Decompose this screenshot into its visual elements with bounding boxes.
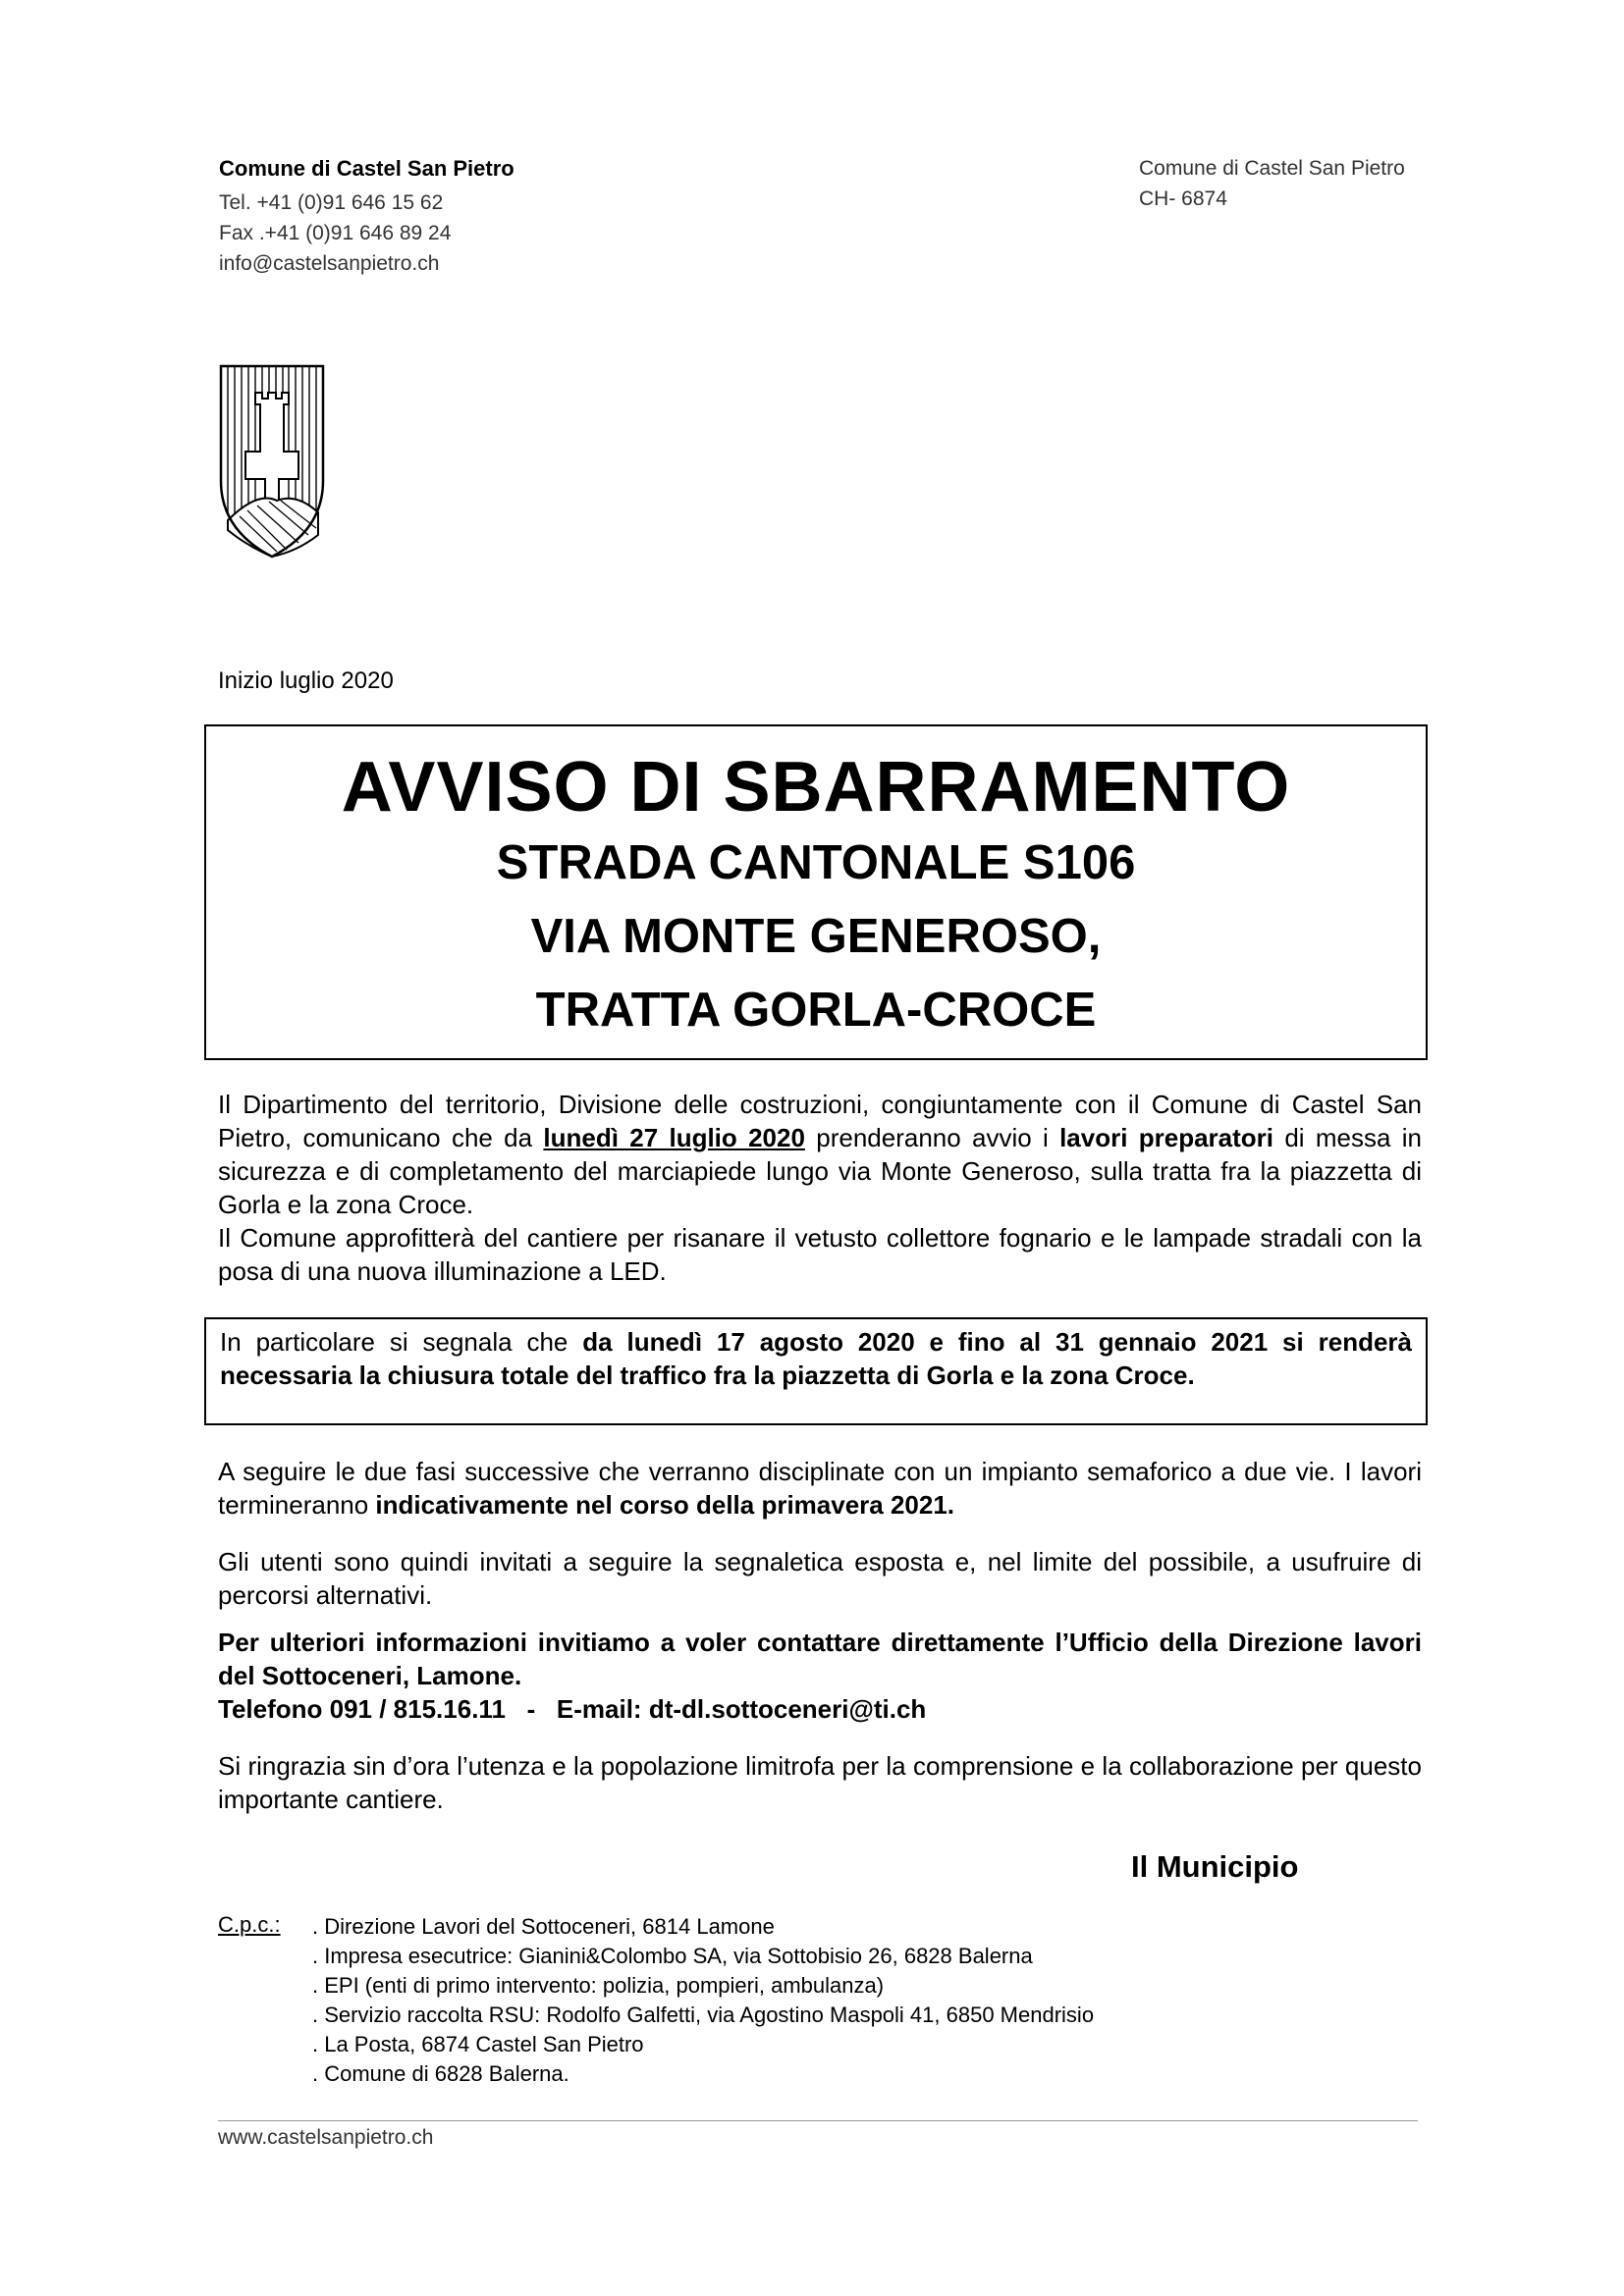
cpc-item: . Direzione Lavori del Sottoceneri, 6814 Lamone xyxy=(312,1914,775,1939)
fax: Fax .+41 (0)91 646 89 24 xyxy=(219,222,452,244)
closure-notice-box: In particolare si segnala che da lunedì 17 agosto 2020 e fino al 31 gennaio 2021 si renderà necessaria la chiusura totale del traffico fra la piazzetta di Gorla e la zona Croce. xyxy=(204,1317,1428,1425)
address-line-2: CH- 6874 xyxy=(1139,187,1227,210)
address-line-1: Comune di Castel San Pietro xyxy=(1139,157,1405,180)
cpc-item: . Impresa esecutrice: Gianini&Colombo SA, via Sottobisio 26, 6828 Balerna xyxy=(312,1944,1033,1968)
coat-of-arms-logo xyxy=(218,363,326,560)
intro-paragraph: Il Dipartimento del territorio, Divisione delle costruzioni, congiuntamente con il Comune di Castel San Pietro, comunicano che da lunedì 27 luglio 2020 prenderanno avvio i lavori preparatori di messa in sicurezza e di completamento del marciapiede lungo via Monte Generoso, sulla tratta fra la piazzetta di Gorla e la zona Croce. Il Comune approfitterà del cantiere per risanare il vetusto collettore fognario e le lampade stradali con la posa di una nuova illuminazione a LED. xyxy=(218,1090,1422,1286)
title-main: AVVISO DI SBARRAMENTO xyxy=(341,748,1291,827)
title-road: STRADA CANTONALE S106 xyxy=(496,836,1136,889)
cpc-item: . Comune di 6828 Balerna. xyxy=(312,2061,569,2086)
closure-period: da lunedì 17 agosto 2020 e fino al 31 gennaio 2021 si renderà necessaria la chiusura totale del traffico fra la piazzetta di Gorla e la zona Croce. xyxy=(220,1327,1412,1390)
intro-paragraph-2: Il Comune approfitterà del cantiere per risanare il vetusto collettore fognario e le lampade stradali con la posa di una nuova illuminazione a LED. xyxy=(218,1223,1422,1286)
title-section: TRATTA GORLA-CROCE xyxy=(535,984,1097,1037)
address-block xyxy=(1139,153,1405,214)
phases-paragraph: A seguire le due fasi successive che verranno disciplinate con un impianto semaforico a due vie. I lavori termineranno indicativamente nel corso della primavera 2021. xyxy=(218,1457,1422,1520)
signature: Il Municipio xyxy=(1131,1849,1299,1884)
users-paragraph: Gli utenti sono quindi invitati a seguire la segnaletica esposta e, nel limite del possibile, a usufruire di percorsi alternativi. xyxy=(218,1547,1422,1610)
title-box xyxy=(204,724,1428,1060)
thanks-paragraph: Si ringrazia sin d’ora l’utenza e la popolazione limitrofa per la comprensione e la collaborazione per questo importante cantiere. xyxy=(218,1751,1422,1814)
email: info@castelsanpietro.ch xyxy=(219,252,440,275)
contact-phone-email: Telefono 091 / 815.16.11 - E-mail: dt-dl.sottoceneri@ti.ch xyxy=(218,1694,927,1724)
sender-block xyxy=(219,153,514,279)
cpc-item: . La Posta, 6874 Castel San Pietro xyxy=(312,2032,644,2056)
cpc-label: C.p.c.: xyxy=(218,1912,281,1937)
footer-website: www.castelsanpietro.ch xyxy=(218,2126,434,2149)
title-street: VIA MONTE GENEROSO, xyxy=(530,910,1102,963)
phone: Tel. +41 (0)91 646 15 62 xyxy=(219,191,444,214)
cpc-item: . Servizio raccolta RSU: Rodolfo Galfetti, via Agostino Maspoli 41, 6850 Mendrisio xyxy=(312,2002,1095,2027)
contact-paragraph: Per ulteriori informazioni invitiamo a voler contattare direttamente l’Ufficio della Direzione lavori del Sottoceneri, Lamone. Telefono 091 / 815.16.11 - E-mail: dt-dl.sottoceneri@ti.ch xyxy=(218,1628,1422,1724)
footer-divider xyxy=(218,2120,1418,2121)
org-name: Comune di Castel San Pietro xyxy=(219,156,514,181)
start-date: lunedì 27 luglio 2020 xyxy=(543,1123,805,1152)
cpc-item: . EPI (enti di primo intervento: polizia, pompieri, ambulanza) xyxy=(312,1973,885,1998)
cpc-list xyxy=(312,1912,1094,2089)
document-date: Inizio luglio 2020 xyxy=(218,667,394,694)
